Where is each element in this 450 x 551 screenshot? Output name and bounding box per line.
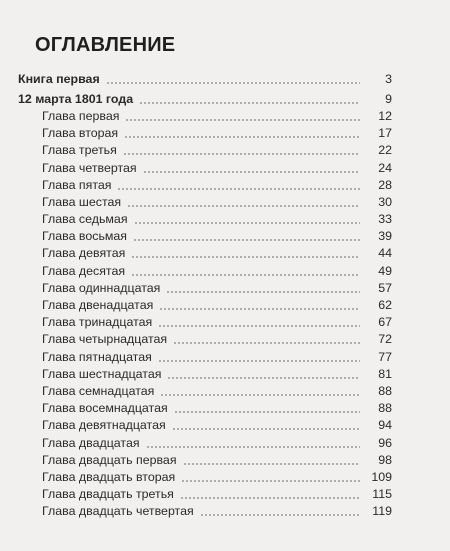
toc-entry-page: 39 bbox=[378, 229, 392, 244]
toc-entry-title: Глава вторая bbox=[42, 126, 119, 141]
toc-entry-chapter bbox=[18, 244, 392, 261]
dot-leader bbox=[124, 136, 360, 138]
toc-entry-title: Глава девятнадцатая bbox=[42, 418, 166, 433]
toc-entry-title: Глава первая bbox=[42, 108, 120, 123]
toc-entry-chapter bbox=[18, 382, 392, 399]
toc-entry-chapter bbox=[18, 176, 392, 193]
toc-entry-page: 88 bbox=[378, 383, 392, 398]
toc-entry-chapter bbox=[18, 124, 392, 141]
toc-entry-chapter bbox=[18, 296, 392, 313]
toc-entry-page: 72 bbox=[378, 332, 392, 347]
toc-entry-chapter bbox=[18, 313, 392, 330]
toc-entry-chapter bbox=[18, 141, 392, 158]
toc-entry-page: 33 bbox=[378, 212, 392, 227]
dot-leader bbox=[181, 480, 360, 482]
toc-entry-chapter bbox=[18, 347, 392, 364]
toc-entry-page: 62 bbox=[378, 298, 392, 313]
dot-leader bbox=[106, 82, 360, 84]
toc-entry-page: 81 bbox=[378, 366, 392, 381]
dot-leader bbox=[200, 514, 360, 516]
toc-entry-page: 77 bbox=[378, 349, 392, 364]
dot-leader bbox=[158, 360, 360, 362]
toc-entry-page: 109 bbox=[371, 469, 392, 484]
toc-entry-chapter bbox=[18, 227, 392, 244]
toc-entry-chapter bbox=[18, 433, 392, 450]
dot-leader bbox=[131, 274, 360, 276]
toc-heading: ОГЛАВЛЕНИЕ bbox=[35, 34, 176, 56]
dot-leader bbox=[139, 102, 360, 104]
toc-entry-title: 12 марта 1801 года bbox=[18, 91, 134, 106]
toc-list bbox=[18, 68, 392, 519]
toc-entry-title: Глава пятнадцатая bbox=[42, 349, 152, 364]
toc-entry-chapter bbox=[18, 261, 392, 278]
toc-entry-title: Глава четырнадцатая bbox=[42, 332, 168, 347]
toc-entry-chapter bbox=[18, 468, 392, 485]
toc-entry-title: Книга первая bbox=[18, 72, 100, 87]
toc-entry-chapter bbox=[18, 193, 392, 210]
toc-entry-title: Глава двадцатая bbox=[42, 435, 140, 450]
toc-entry-title: Глава двадцать третья bbox=[42, 487, 174, 502]
toc-entry-book bbox=[18, 68, 392, 87]
toc-entry-title: Глава восемнадцатая bbox=[42, 401, 168, 416]
dot-leader bbox=[180, 497, 360, 499]
toc-entry-page: 3 bbox=[385, 72, 392, 87]
toc-entry-title: Глава восьмая bbox=[42, 229, 128, 244]
toc-entry-chapter bbox=[18, 279, 392, 296]
toc-entry-chapter bbox=[18, 210, 392, 227]
dot-leader bbox=[123, 153, 360, 155]
toc-entry-chapter bbox=[18, 158, 392, 175]
toc-entry-title: Глава двадцать первая bbox=[42, 452, 177, 467]
toc-entry-chapter bbox=[18, 502, 392, 519]
dot-leader bbox=[174, 411, 360, 413]
toc-entry-title: Глава двенадцатая bbox=[42, 298, 154, 313]
toc-entry-page: 96 bbox=[378, 435, 392, 450]
toc-entry-chapter bbox=[18, 416, 392, 433]
toc-entry-title: Глава двадцать вторая bbox=[42, 469, 176, 484]
toc-entry-title: Глава седьмая bbox=[42, 212, 128, 227]
dot-leader bbox=[160, 394, 360, 396]
dot-leader bbox=[131, 256, 360, 258]
dot-leader bbox=[117, 188, 360, 190]
toc-entry-title: Глава семнадцатая bbox=[42, 383, 155, 398]
toc-entry-title: Глава одиннадцатая bbox=[42, 280, 161, 295]
dot-leader bbox=[172, 428, 360, 430]
dot-leader bbox=[173, 342, 360, 344]
dot-leader bbox=[183, 463, 360, 465]
toc-entry-page: 98 bbox=[378, 452, 392, 467]
toc-entry-page: 88 bbox=[378, 401, 392, 416]
toc-entry-chapter bbox=[18, 330, 392, 347]
dot-leader bbox=[166, 291, 360, 293]
dot-leader bbox=[167, 377, 360, 379]
toc-entry-page: 44 bbox=[378, 246, 392, 261]
toc-entry-page: 24 bbox=[378, 160, 392, 175]
toc-entry-chapter bbox=[18, 451, 392, 468]
toc-entry-title: Глава шестнадцатая bbox=[42, 366, 162, 381]
dot-leader bbox=[146, 446, 360, 448]
toc-entry-title: Глава пятая bbox=[42, 177, 112, 192]
toc-entry-title: Глава шестая bbox=[42, 194, 122, 209]
dot-leader bbox=[127, 205, 360, 207]
toc-entry-title: Глава десятая bbox=[42, 263, 126, 278]
toc-entry-page: 119 bbox=[372, 504, 392, 519]
toc-entry-book bbox=[18, 87, 392, 106]
toc-entry-page: 67 bbox=[378, 315, 392, 330]
toc-entry-title: Глава тринадцатая bbox=[42, 315, 153, 330]
toc-entry-title: Глава двадцать четвертая bbox=[42, 504, 194, 519]
toc-entry-page: 30 bbox=[378, 194, 392, 209]
toc-entry-page: 115 bbox=[372, 487, 392, 502]
toc-entry-chapter bbox=[18, 107, 392, 124]
dot-leader bbox=[158, 325, 360, 327]
toc-entry-chapter bbox=[18, 365, 392, 382]
toc-entry-page: 22 bbox=[378, 143, 392, 158]
toc-entry-page: 12 bbox=[378, 108, 392, 123]
toc-entry-chapter bbox=[18, 485, 392, 502]
toc-entry-chapter bbox=[18, 399, 392, 416]
toc-entry-title: Глава третья bbox=[42, 143, 117, 158]
toc-entry-page: 9 bbox=[385, 91, 392, 106]
toc-entry-page: 17 bbox=[378, 126, 392, 141]
toc-entry-page: 49 bbox=[378, 263, 392, 278]
toc-entry-page: 94 bbox=[378, 418, 392, 433]
dot-leader bbox=[133, 239, 360, 241]
dot-leader bbox=[125, 119, 360, 121]
toc-entry-title: Глава девятая bbox=[42, 246, 126, 261]
toc-entry-page: 28 bbox=[378, 177, 392, 192]
dot-leader bbox=[143, 171, 360, 173]
toc-entry-page: 57 bbox=[378, 280, 392, 295]
dot-leader bbox=[134, 222, 360, 224]
dot-leader bbox=[159, 308, 360, 310]
toc-entry-title: Глава четвертая bbox=[42, 160, 137, 175]
